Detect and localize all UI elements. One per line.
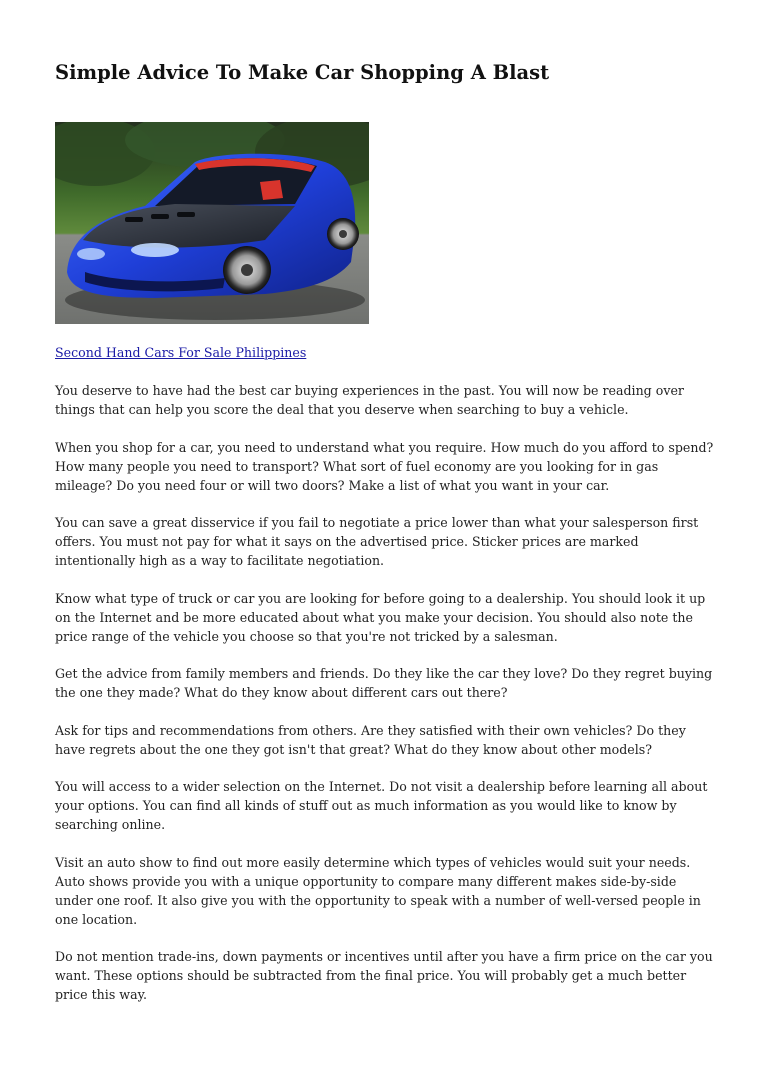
paragraph: You can save a great disservice if you fail to negotiate a price lower than what your salesperson first offers. You must not pay for what it says on the advertised price. Sticker prices are marked intentionally high as a way to facilitate negotiation. (55, 515, 699, 568)
paragraph: Visit an auto show to find out more easily determine which types of vehicles would suit your needs. Auto shows provide you with a unique opportunity to compare many different makes side-by-side under one roof. It also give you with the opportunity to speak with a number of well-versed people in one location. (55, 854, 701, 927)
paragraph: You will access to a wider selection on the Internet. Do not visit a dealership before learning all about your options. You can find all kinds of stuff out as much information as you would like to know by searching online. (55, 779, 708, 832)
paragraph: You deserve to have had the best car buying experiences in the past. You will now be reading over things that can help you score the deal that you deserve when searching to buy a vehicle. (55, 383, 684, 417)
car-photo (55, 122, 369, 324)
article-body (55, 381, 715, 1023)
paragraph: Ask for tips and recommendations from others. Are they satisfied with their own vehicles? Do they have regrets about the one they got isn't that great? What do they know about other models? (55, 722, 686, 757)
related-link[interactable]: Second Hand Cars For Sale Philippines (55, 345, 307, 360)
page-title: Simple Advice To Make Car Shopping A Blast (55, 61, 550, 84)
paragraph: Get the advice from family members and friends. Do they like the car they love? Do they regret buying the one they made? What do they know about different cars out there? (55, 666, 713, 700)
paragraph: When you shop for a car, you need to understand what you require. How much do you afford to spend? How many people you need to transport? What sort of fuel economy are you looking for in gas mileage? Do you need four or will two doors? Make a list of what you want in your car. (55, 439, 714, 493)
paragraph: Know what type of truck or car you are looking for before going to a dealership. You should look it up on the Internet and be more educated about what you make your decision. You should also note the price range of the vehicle you choose so that you're not tricked by a salesman. (55, 590, 706, 644)
paragraph: Do not mention trade-ins, down payments or incentives until after you have a firm price on the car you want. These options should be subtracted from the final price. You will probably get a much better price this way. (55, 949, 713, 1002)
